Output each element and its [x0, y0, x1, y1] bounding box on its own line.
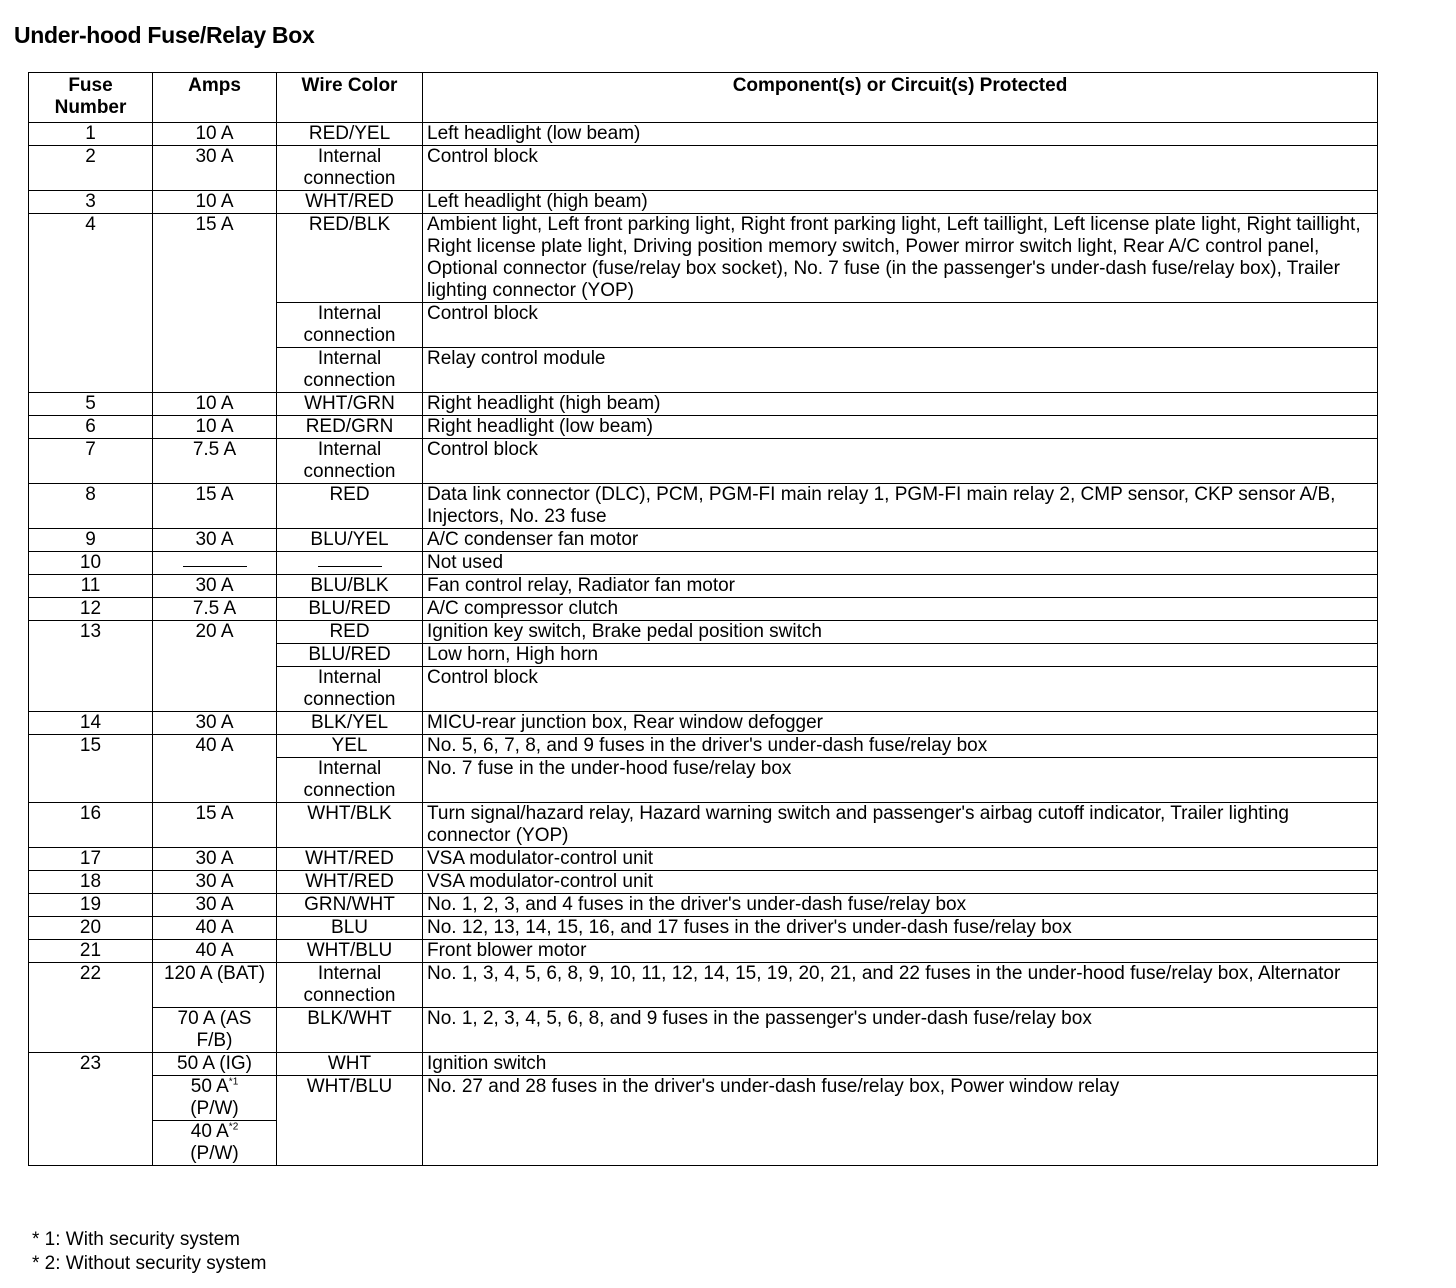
fuse-number: 4 [29, 214, 153, 393]
component-protected: Left headlight (low beam) [423, 123, 1378, 146]
table-row [29, 1008, 1378, 1053]
component-protected: Ignition key switch, Brake pedal position switch [423, 621, 1378, 644]
fuse-amps: 10 A [153, 393, 277, 416]
wire-color: BLU/RED [277, 644, 423, 667]
component-protected: Low horn, High horn [423, 644, 1378, 667]
table-row [29, 917, 1378, 940]
dash-line [183, 566, 247, 567]
table-row [29, 552, 1378, 575]
fuse-amps: 40 A [153, 917, 277, 940]
component-protected: No. 7 fuse in the under-hood fuse/relay box [423, 758, 1378, 803]
fuse-amps: 70 A (AS F/B) [153, 1008, 277, 1053]
table-row [29, 621, 1378, 644]
fuse-number: 16 [29, 803, 153, 848]
wire-color: BLU/BLK [277, 575, 423, 598]
component-protected: VSA modulator-control unit [423, 871, 1378, 894]
table-row [29, 894, 1378, 917]
fuse-number: 18 [29, 871, 153, 894]
wire-color: BLU/YEL [277, 529, 423, 552]
fuse-number: 22 [29, 963, 153, 1053]
fuse-number: 15 [29, 735, 153, 803]
component-protected: No. 27 and 28 fuses in the driver's under-dash fuse/relay box, Power window relay [423, 1076, 1378, 1166]
fuse-amps: 40 A [153, 940, 277, 963]
fuse-amps: 10 A [153, 191, 277, 214]
wire-color: RED/BLK [277, 214, 423, 303]
wire-color: Internal connection [277, 667, 423, 712]
component-protected: No. 5, 6, 7, 8, and 9 fuses in the driver's under-dash fuse/relay box [423, 735, 1378, 758]
fuse-number: 13 [29, 621, 153, 712]
fuse-number: 21 [29, 940, 153, 963]
component-protected: No. 1, 2, 3, and 4 fuses in the driver's under-dash fuse/relay box [423, 894, 1378, 917]
fuse-number: 9 [29, 529, 153, 552]
fuse-amps [153, 1121, 277, 1166]
table-row [29, 529, 1378, 552]
fuse-amps: 30 A [153, 575, 277, 598]
fuse-amps: 10 A [153, 123, 277, 146]
table-row [29, 439, 1378, 484]
wire-color: WHT/BLK [277, 803, 423, 848]
wire-color: RED [277, 484, 423, 529]
component-protected: Fan control relay, Radiator fan motor [423, 575, 1378, 598]
fuse-amps: 30 A [153, 529, 277, 552]
component-protected: Left headlight (high beam) [423, 191, 1378, 214]
component-protected: Control block [423, 303, 1378, 348]
component-protected: Control block [423, 146, 1378, 191]
component-protected: Relay control module [423, 348, 1378, 393]
table-row [29, 1053, 1378, 1076]
fuse-number: 6 [29, 416, 153, 439]
fuse-amps: 15 A [153, 214, 277, 393]
fuse-amps [153, 1076, 277, 1121]
component-protected: MICU-rear junction box, Rear window defogger [423, 712, 1378, 735]
component-protected: Not used [423, 552, 1378, 575]
component-protected: Right headlight (low beam) [423, 416, 1378, 439]
table-row [29, 712, 1378, 735]
component-protected: A/C compressor clutch [423, 598, 1378, 621]
fuse-number: 10 [29, 552, 153, 575]
fuse-amps: 20 A [153, 621, 277, 712]
wire-color: WHT/RED [277, 848, 423, 871]
component-protected: Turn signal/hazard relay, Hazard warning switch and passenger's airbag cutoff indicator, Trailer lighting connector (YOP) [423, 803, 1378, 848]
fuse-amps [153, 552, 277, 575]
fuse-amps: 7.5 A [153, 598, 277, 621]
component-protected: A/C condenser fan motor [423, 529, 1378, 552]
fuse-amps: 15 A [153, 803, 277, 848]
table-row [29, 940, 1378, 963]
wire-color: GRN/WHT [277, 894, 423, 917]
header-fuse-number: Fuse Number [29, 73, 153, 123]
amps-qualifier: (P/W) [190, 1143, 239, 1164]
page-title: Under-hood Fuse/Relay Box [14, 22, 315, 48]
fuse-number: 1 [29, 123, 153, 146]
fuse-number: 14 [29, 712, 153, 735]
fuse-amps: 30 A [153, 848, 277, 871]
table-row [29, 484, 1378, 529]
wire-color: WHT/BLU [277, 1076, 423, 1166]
wire-color: BLU [277, 917, 423, 940]
table-row [29, 123, 1378, 146]
amps-qualifier: (P/W) [190, 1098, 239, 1119]
fuse-number: 23 [29, 1053, 153, 1166]
fuse-number: 7 [29, 439, 153, 484]
fuse-amps: 50 A (IG) [153, 1053, 277, 1076]
wire-color: WHT/RED [277, 191, 423, 214]
footnote-marker: *2 [228, 1121, 239, 1133]
wire-color: Internal connection [277, 146, 423, 191]
wire-color [277, 552, 423, 575]
wire-color: BLU/RED [277, 598, 423, 621]
table-row [29, 191, 1378, 214]
wire-color: RED [277, 621, 423, 644]
table-row [29, 803, 1378, 848]
fuse-amps: 10 A [153, 416, 277, 439]
dash-line [318, 566, 382, 567]
wire-color: WHT/GRN [277, 393, 423, 416]
table-row [29, 214, 1378, 303]
fuse-number: 3 [29, 191, 153, 214]
wire-color: Internal connection [277, 303, 423, 348]
wire-color: WHT/BLU [277, 940, 423, 963]
wire-color: BLK/YEL [277, 712, 423, 735]
component-protected: Right headlight (high beam) [423, 393, 1378, 416]
amps-value: 40 A [190, 1121, 229, 1142]
component-protected: No. 1, 3, 4, 5, 6, 8, 9, 10, 11, 12, 14, 15, 19, 20, 21, and 22 fuses in the under-hood fuse/relay box, Alternator [423, 963, 1378, 1008]
fuse-number: 5 [29, 393, 153, 416]
fuse-number: 2 [29, 146, 153, 191]
wire-color: WHT/RED [277, 871, 423, 894]
header-amps: Amps [153, 73, 277, 123]
footnotes [32, 1228, 266, 1276]
component-protected: Ignition switch [423, 1053, 1378, 1076]
table-row [29, 848, 1378, 871]
wire-color: WHT [277, 1053, 423, 1076]
table-row [29, 963, 1378, 1008]
component-protected: Front blower motor [423, 940, 1378, 963]
fuse-amps: 120 A (BAT) [153, 963, 277, 1008]
fuse-amps: 40 A [153, 735, 277, 803]
fuse-amps: 7.5 A [153, 439, 277, 484]
wire-color: Internal connection [277, 963, 423, 1008]
component-protected: Control block [423, 439, 1378, 484]
component-protected: No. 12, 13, 14, 15, 16, and 17 fuses in the driver's under-dash fuse/relay box [423, 917, 1378, 940]
fuse-amps: 15 A [153, 484, 277, 529]
table-row [29, 416, 1378, 439]
wire-color: Internal connection [277, 758, 423, 803]
footnote: * 2: Without security system [32, 1253, 267, 1274]
footnote-marker: *1 [228, 1076, 239, 1088]
header-component: Component(s) or Circuit(s) Protected [423, 73, 1378, 123]
component-protected: No. 1, 2, 3, 4, 5, 6, 8, and 9 fuses in the passenger's under-dash fuse/relay box [423, 1008, 1378, 1053]
table-row [29, 871, 1378, 894]
table-row [29, 575, 1378, 598]
amps-value: 50 A [190, 1076, 229, 1097]
header-wire-color: Wire Color [277, 73, 423, 123]
table-row [29, 735, 1378, 758]
fuse-number: 17 [29, 848, 153, 871]
component-protected: Data link connector (DLC), PCM, PGM-FI main relay 1, PGM-FI main relay 2, CMP sensor, CKP sensor A/B, Injectors, No. 23 fuse [423, 484, 1378, 529]
table-row [29, 1076, 1378, 1121]
fuse-number: 19 [29, 894, 153, 917]
table-row [29, 393, 1378, 416]
fuse-number: 12 [29, 598, 153, 621]
component-protected: Control block [423, 667, 1378, 712]
fuse-number: 8 [29, 484, 153, 529]
fuse-number: 11 [29, 575, 153, 598]
fuse-table [28, 72, 1378, 1166]
wire-color: Internal connection [277, 348, 423, 393]
table-row [29, 598, 1378, 621]
wire-color: RED/YEL [277, 123, 423, 146]
wire-color: RED/GRN [277, 416, 423, 439]
wire-color: YEL [277, 735, 423, 758]
footnote: * 1: With security system [32, 1229, 240, 1250]
fuse-number: 20 [29, 917, 153, 940]
fuse-amps: 30 A [153, 712, 277, 735]
fuse-amps: 30 A [153, 146, 277, 191]
component-protected: Ambient light, Left front parking light, Right front parking light, Left taillight, Left license plate light, Right taillight, Right license plate light, Driving position memory switch, Power mirror switch light, Rear A/C control panel, Optional connector (fuse/relay box socket), No. 7 fuse (in the passenger's under-dash fuse/relay box), Trailer lighting connector (YOP) [423, 214, 1378, 303]
fuse-amps: 30 A [153, 894, 277, 917]
wire-color: BLK/WHT [277, 1008, 423, 1053]
wire-color: Internal connection [277, 439, 423, 484]
fuse-amps: 30 A [153, 871, 277, 894]
table-row [29, 146, 1378, 191]
component-protected: VSA modulator-control unit [423, 848, 1378, 871]
